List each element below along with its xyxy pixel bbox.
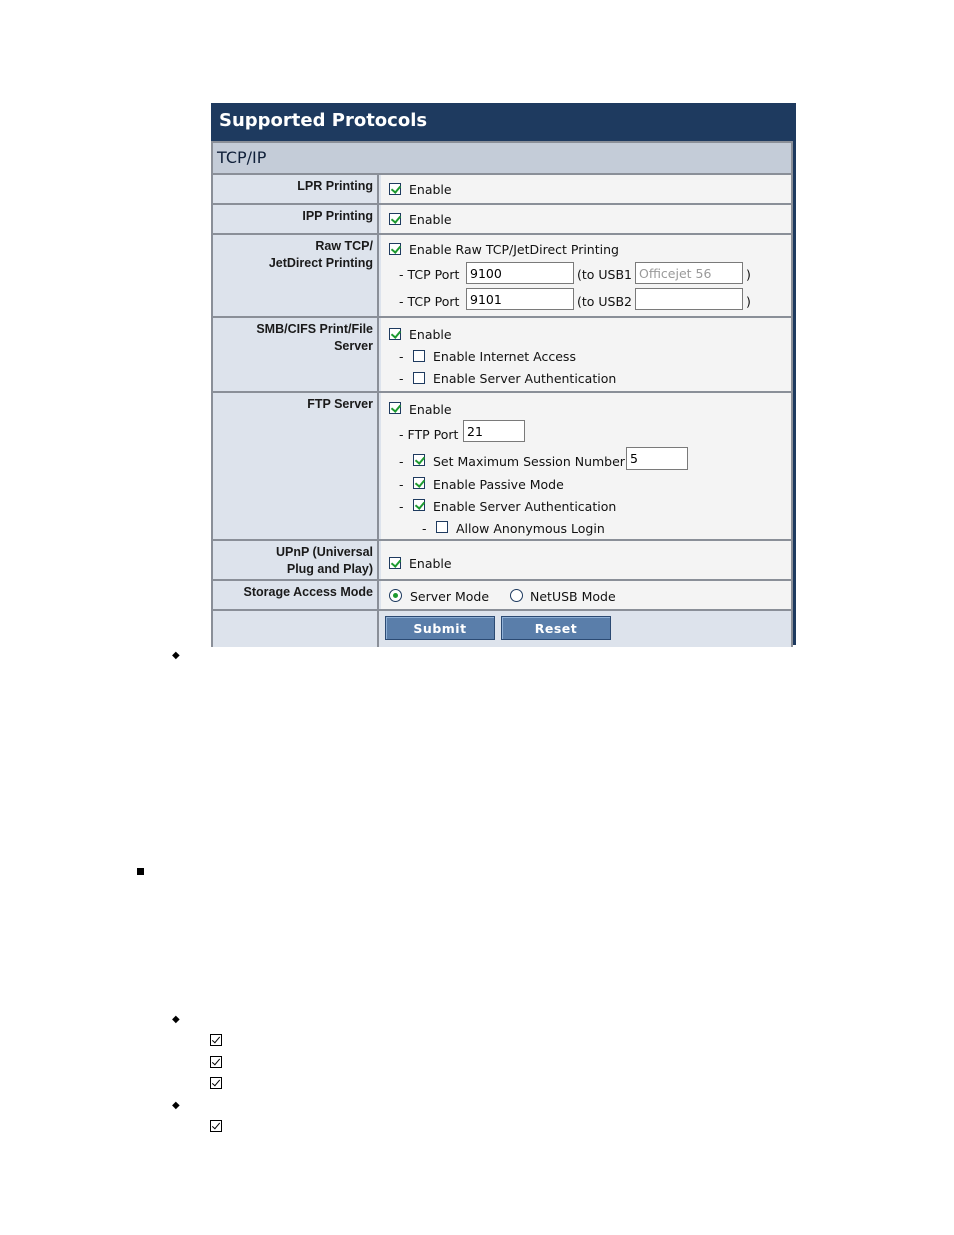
diamond-bullet: ◆ [172,1014,180,1025]
usb1-label: (to USB1 [577,267,633,282]
raw-tcp-label: Raw TCP/ JetDirect Printing [213,235,379,316]
button-row [213,611,791,647]
ftp-enable-label: Enable [409,402,452,417]
ftp-server-auth-label: Enable Server Authentication [433,499,617,514]
server-mode-radio[interactable] [389,589,402,602]
ftp-anonymous-checkbox[interactable] [436,521,448,533]
smb-internet-access-label: Enable Internet Access [433,349,576,364]
smb-server-auth-checkbox[interactable] [413,372,425,384]
smb-row: SMB/CIFS Print/File Server Enable - Enable Internet Access - Enable Server Authentication [213,318,791,393]
checkbox-bullet-icon [210,1056,222,1068]
ipp-enable-checkbox[interactable] [389,213,401,225]
tcp-port-2-input[interactable] [466,288,574,310]
storage-label: Storage Access Mode [213,581,379,609]
smb-internet-access-checkbox[interactable] [413,350,425,362]
storage-row [213,581,791,611]
lpr-label: LPR Printing [213,175,379,203]
upnp-enable-checkbox[interactable] [389,557,401,569]
ipp-row [213,205,791,235]
checkbox-bullet-icon [210,1120,222,1132]
ftp-port-label: - FTP Port [399,427,459,442]
usb2-device-input[interactable] [635,288,743,310]
panel-title: Supported Protocols [219,110,428,131]
usb2-close: ) [746,294,751,309]
ftp-row: FTP Server Enable - FTP Port 21 - Set Maximum Session Number 5 - Enable Passive Mode - Enable Server Authentication - Allow Anonymous Login [213,393,791,541]
diamond-bullet: ◆ [172,650,180,661]
submit-button[interactable]: Submit [385,616,495,640]
ftp-max-session-input[interactable] [626,447,688,470]
usb2-label: (to USB2 [577,294,633,309]
ftp-enable-checkbox[interactable] [389,402,401,414]
usb1-device-input[interactable] [635,262,743,284]
smb-label: SMB/CIFS Print/File Server [213,318,379,391]
ftp-port-input[interactable] [463,420,525,442]
raw-tcp-row [213,235,791,318]
netusb-mode-label: NetUSB Mode [530,589,616,604]
upnp-label: UPnP (Universal Plug and Play) [213,541,379,579]
ftp-passive-checkbox[interactable] [413,477,425,489]
ftp-label: FTP Server [213,393,379,539]
ftp-max-session-label: Set Maximum Session Number [433,454,625,469]
checkbox-bullet-icon [210,1034,222,1046]
upnp-row [213,541,791,581]
lpr-enable-label: Enable [409,182,452,197]
ftp-anonymous-label: Allow Anonymous Login [456,521,605,536]
ipp-enable-label: Enable [409,212,452,227]
tcp-port-1-input[interactable] [466,262,574,284]
smb-enable-checkbox[interactable] [389,328,401,340]
section-title: TCP/IP [217,148,267,167]
checkbox-bullet-icon [210,1077,222,1089]
tcpip-section [211,141,793,647]
tcp-port-label-1: - TCP Port [399,267,460,282]
raw-tcp-enable-checkbox[interactable] [389,243,401,255]
lpr-row [213,175,791,205]
upnp-enable-label: Enable [409,556,452,571]
ftp-passive-label: Enable Passive Mode [433,477,564,492]
smb-server-auth-label: Enable Server Authentication [433,371,617,386]
ipp-label: IPP Printing [213,205,379,233]
reset-button[interactable]: Reset [501,616,611,640]
ftp-max-session-checkbox[interactable] [413,454,425,466]
lpr-enable-checkbox[interactable] [389,183,401,195]
usb1-close: ) [746,267,751,282]
ftp-server-auth-checkbox[interactable] [413,499,425,511]
raw-tcp-enable-label: Enable Raw TCP/JetDirect Printing [409,242,619,257]
section-header [213,143,791,175]
diamond-bullet: ◆ [172,1100,180,1111]
smb-enable-label: Enable [409,327,452,342]
square-bullet [137,868,144,875]
server-mode-label: Server Mode [410,589,490,604]
netusb-mode-radio[interactable] [510,589,523,602]
tcp-port-label-2: - TCP Port [399,294,460,309]
supported-protocols-panel [211,103,796,645]
